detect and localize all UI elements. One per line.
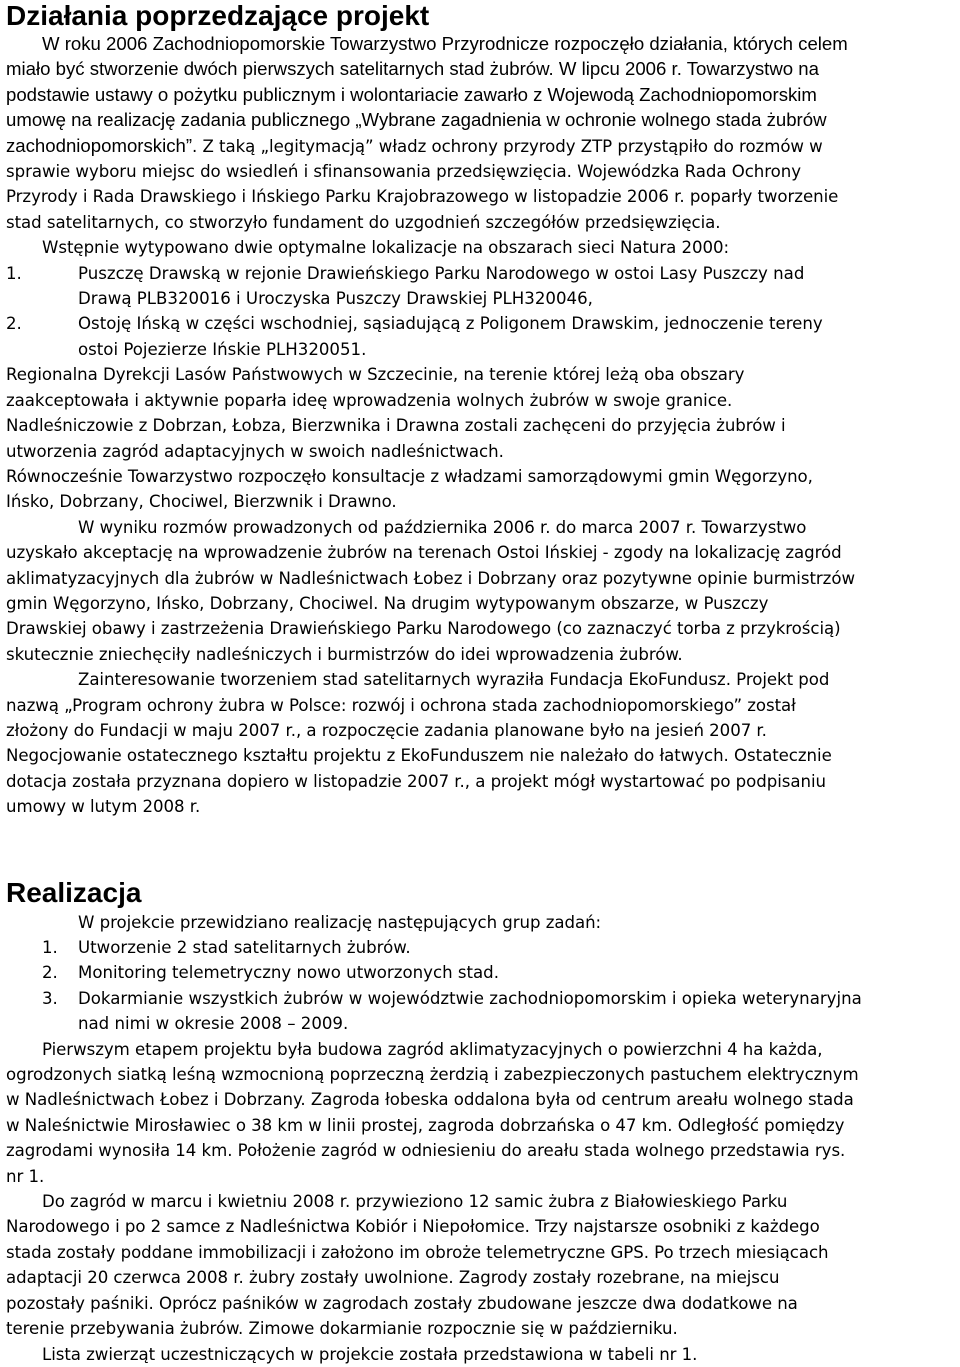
text-line: miało być stworzenie dwóch pierwszych satelitarnych stad żubrów. W lipcu 2006 r. Towarzystwo na bbox=[6, 58, 819, 80]
text-fragment: zachodniopomorskich” bbox=[6, 134, 193, 156]
list-number: 1. bbox=[42, 938, 58, 957]
text-line: stad satelitarnych, co stworzyło fundament do uzgodnień szczegółów przedsięwzięcia. bbox=[6, 212, 721, 232]
text-line: Równocześnie Towarzystwo rozpoczęło konsultacje z władzami samorządowymi gmin Węgorzyno, bbox=[6, 466, 813, 486]
list-item-task-3 bbox=[6, 986, 954, 1037]
text-line: umowę na realizację zadania publicznego „Wybrane zagadnienia w ochronie wolnego stada żubrów bbox=[6, 109, 827, 131]
text-line: pozostały paśniki. Oprócz paśników w zagrodach zostały zbudowane jeszcze dwa dodatkowe na bbox=[6, 1293, 798, 1313]
text-line: Dokarmianie wszystkich żubrów w województwie zachodniopomorskim i opieka weterynaryjna bbox=[78, 988, 862, 1008]
text-line: utworzenia zagród adaptacyjnych w swoich nadleśnictwach. bbox=[6, 441, 504, 461]
list-item-task-1 bbox=[6, 935, 954, 960]
text-line: zagrodami wynosiła 14 km. Położenie zagród w odniesieniu do areału stada wolnego przedstawia rys. bbox=[6, 1141, 846, 1161]
text-line: ogrodzonych siatką leśną wzmocnioną poprzeczną żerdzią i zabezpieczonych pastuchem elektrycznym bbox=[6, 1065, 859, 1085]
text-fragment: . Z taką „legitymacją” władz ochrony przyrody ZTP przystąpiło do rozmów w bbox=[192, 136, 823, 156]
text-line: W projekcie przewidziano realizację następujących grup zadań: bbox=[78, 912, 602, 932]
text-line: Zainteresowanie tworzeniem stad satelitarnych wyraziła Fundacja EkoFundusz. Projekt pod bbox=[78, 670, 830, 690]
text-line: Do zagród w marcu i kwietniu 2008 r. przywieziono 12 samic żubra z Białowieskiego Parku bbox=[42, 1192, 788, 1212]
text-line: zaakceptowała i aktywnie poparła ideę wprowadzenia wolnych żubrów w swoje granice. bbox=[6, 390, 733, 410]
list-item-task-2 bbox=[6, 960, 954, 985]
text-line: Monitoring telemetryczny nowo utworzonych stad. bbox=[78, 963, 499, 983]
text-line: Negocjowanie ostatecznego kształtu projektu z EkoFunduszem nie należało do łatwych. Ostatecznie bbox=[6, 746, 832, 766]
text-line: Puszczę Drawską w rejonie Drawieńskiego Parku Narodowego w ostoi Lasy Puszczy nad bbox=[78, 263, 805, 283]
list-text bbox=[78, 986, 862, 1037]
text-line: umowy w lutym 2008 r. bbox=[6, 797, 201, 817]
text-line: Ińsko, Dobrzany, Chociwel, Bierzwnik i Drawno. bbox=[6, 492, 397, 512]
list-number: 2. bbox=[6, 314, 22, 334]
text-line: Przyrody i Rada Drawskiego i Ińskiego Parku Krajobrazowego w listopadzie 2006 r. poparły tworzenie bbox=[6, 187, 839, 207]
text-line: nad nimi w okresie 2008 – 2009. bbox=[78, 1014, 349, 1034]
text-line: ostoi Pojezierze Ińskie PLH320051. bbox=[78, 339, 367, 359]
text-line: Lista zwierząt uczestniczących w projekcie została przedstawiona w tabeli nr 1. bbox=[42, 1344, 698, 1364]
section-realization-body bbox=[6, 910, 954, 1367]
list-number: 1. bbox=[6, 263, 22, 283]
text-line: Wstępnie wytypowano dwie optymalne lokalizacje na obszarach sieci Natura 2000: bbox=[42, 238, 730, 258]
text-line: adaptacji 20 czerwca 2008 r. żubry zostały uwolnione. Zagrody zostały rozebrane, na miejscu bbox=[6, 1268, 780, 1288]
text-line: podstawie ustawy o pożytku publicznym i wolontariacie zawarło z Wojewodą Zachodniopomorskim bbox=[6, 83, 817, 105]
text-line: Drawą PLB320016 i Uroczyska Puszczy Drawskiej PLH320046, bbox=[78, 289, 593, 309]
text-line: Drawskiej obawy i zastrzeżenia Drawieńskiego Parku Narodowego (co zaznaczyć torba z przykrością) bbox=[6, 619, 841, 639]
text-line: w Naleśnictwie Mirosławiec o 38 km w linii prostej, zagroda dobrzańska o 47 km. Odległość pomiędzy bbox=[6, 1115, 845, 1135]
text-line: sprawie wyboru miejsc do wsiedleń i sfinansowania przedsięwzięcia. Wojewódzka Rada Ochrony bbox=[6, 162, 802, 182]
text-line: Nadleśniczowie z Dobrzan, Łobza, Bierzwnika i Drawna zostali zachęceni do przyjęcia żubrów i bbox=[6, 416, 786, 436]
text-line: dotacja została przyznana dopiero w listopadzie 2007 r., a projekt mógł wystartować po podpisaniu bbox=[6, 771, 826, 791]
list-number: 3. bbox=[42, 988, 58, 1008]
section-title-preparatory: Działania poprzedzające projekt bbox=[6, 0, 430, 31]
text-line: Pierwszym etapem projektu była budowa zagród aklimatyzacyjnych o powierzchni 4 ha każda, bbox=[42, 1039, 823, 1059]
text-line: w Nadleśnictwach Łobez i Dobrzany. Zagroda łobeska oddalona była od centrum areału wolnego stada bbox=[6, 1090, 854, 1110]
list-item-location-2 bbox=[6, 311, 954, 362]
text-line: złożony do Fundacji w maju 2007 r., a rozpoczęcie zadania planowane było na jesień 2007 r. bbox=[6, 720, 767, 740]
text-line: gmin Węgorzyno, Ińsko, Dobrzany, Chociwel. Na drugim wytypowanym obszarze, w Puszczy bbox=[6, 593, 769, 613]
text-line: nr 1. bbox=[6, 1166, 45, 1186]
list-number: 2. bbox=[42, 963, 58, 983]
text-line: uzyskało akceptację na wprowadzenie żubrów na terenach Ostoi Ińskiej - zgody na lokalizację zagród bbox=[6, 543, 842, 563]
text-line: W wyniku rozmów prowadzonych od października 2006 r. do marca 2007 r. Towarzystwo bbox=[78, 517, 807, 537]
section-title-realization: Realizacja bbox=[6, 876, 142, 908]
text-line: nazwą „Program ochrony żubra w Polsce: rozwój i ochrona stada zachodniopomorskiego” został bbox=[6, 695, 796, 715]
text-line-mixed bbox=[6, 133, 954, 159]
text-line: terenie przebywania żubrów. Zimowe dokarmianie rozpocznie się w październiku. bbox=[6, 1319, 678, 1339]
text-line: W roku 2006 Zachodniopomorskie Towarzystwo Przyrodnicze rozpoczęło działania, których celem bbox=[42, 33, 848, 54]
section-preparatory-body bbox=[6, 31, 954, 820]
text-line: Utworzenie 2 stad satelitarnych żubrów. bbox=[78, 938, 411, 957]
text-line: aklimatyzacyjnych dla żubrów w Nadleśnictwach Łobez i Dobrzany oraz pozytywne opinie burmistrzów bbox=[6, 568, 855, 588]
text-line: Regionalna Dyrekcji Lasów Państwowych w Szczecinie, na terenie której leżą oba obszary bbox=[6, 365, 745, 385]
list-text bbox=[78, 935, 411, 960]
list-text bbox=[78, 311, 823, 362]
text-line: skutecznie zniechęciły nadleśniczych i burmistrzów do idei wprowadzenia żubrów. bbox=[6, 644, 683, 664]
text-line: stada zostały poddane immobilizacji i założono im obroże telemetryczne GPS. Po trzech miesiącach bbox=[6, 1242, 829, 1262]
list-item-location-1 bbox=[6, 261, 954, 312]
document-page bbox=[6, 0, 954, 1367]
text-line: Narodowego i po 2 samce z Nadleśnictwa Kobiór i Niepołomice. Trzy najstarsze osobniki z każdego bbox=[6, 1217, 820, 1237]
list-text bbox=[78, 261, 804, 312]
list-text bbox=[78, 960, 499, 985]
text-line: Ostoję Ińską w części wschodniej, sąsiadującą z Poligonem Drawskim, jednoczenie tereny bbox=[78, 314, 823, 334]
